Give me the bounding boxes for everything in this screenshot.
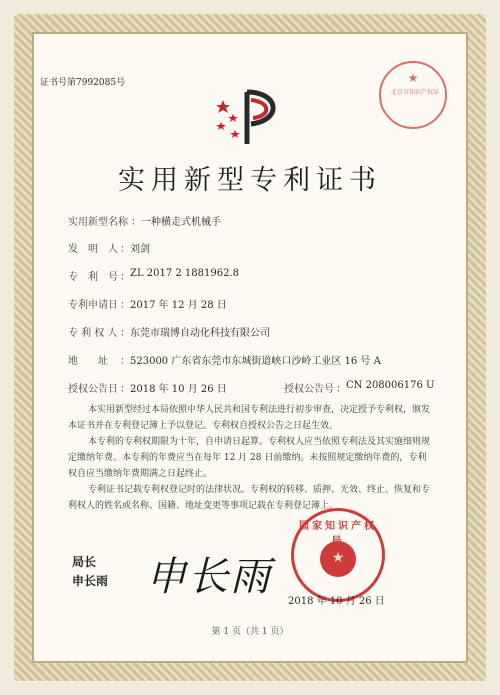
signature-title: 局长 [72, 555, 97, 569]
grant-number-label: 授权公告号 [284, 384, 334, 395]
signature-name: 申长雨 [72, 574, 109, 588]
paragraph-term: 本专利的专利权期限为十年，自申请日起算。专利权人应当依照专利法及其实施细则规定缴纳年费。本专利的年费应当在每年 12 月 28 日前缴纳。未按照规定缴纳年费的，专利权自应当缴纳年费期满之日起终止。 [68, 437, 431, 479]
patent-number-value: ZL 2017 2 1881962.8 [130, 268, 240, 279]
grant-date-value: 2018 年 10 月 26 日 [130, 384, 227, 395]
seal-date: 2018 年 10 月 26 日 [288, 596, 385, 607]
name-label: 实用新型名称 [68, 217, 128, 228]
paragraph-grant: 本实用新型经过本局依照中华人民共和国专利法进行初步审查，决定授予专利权，颁发本证书并在专利登记簿上予以登记。专利权自授权公告之日起生效。 [68, 405, 431, 431]
national-emblem-icon: ★ [320, 541, 356, 577]
seal-top-right [379, 61, 447, 129]
star-icon: ★ [407, 71, 419, 85]
seal-top-text: 北京市知识产权局 [391, 89, 440, 96]
address-label: 地 址 [68, 356, 108, 367]
patent-holder-value: 东莞市瑞博自动化科技有限公司 [130, 328, 270, 339]
page-footer: 第 1 页（共 1 页） [211, 627, 289, 637]
inventor-value: 刘剑 [130, 244, 150, 255]
patent-office-logo [213, 86, 293, 150]
seal-bottom [291, 508, 385, 602]
grant-date-label: 授权公告日 [68, 384, 118, 395]
address-value: 523000 广东省东莞市东城街道峡口沙岭工业区 16 号 A [130, 356, 381, 367]
patent-holder-label: 专 利 权 人 [68, 328, 118, 339]
handwritten-signature: 申长雨 [146, 554, 272, 600]
name-value: 一种横走式机械手 [141, 217, 221, 228]
paragraph-status: 专利证书记载专利权登记时的法律状况。专利权的转移、质押、无效、终止、恢复和专利权人的姓名或名称、国籍、地址变更等事项记载在专利登记簿上。 [68, 485, 431, 511]
patent-number-label: 专 利 号 [68, 272, 118, 283]
inventor-label: 发 明 人 [68, 244, 118, 255]
filing-date-label: 专利申请日 [68, 300, 118, 311]
certificate-number: 证书号第7992085号 [40, 78, 126, 88]
certificate-page: 证书号第7992085号 ★ 北京市知识产权局 实用新型专利证书 实用新型名称 ： 一种横走式机械手 发 明 人 ： 刘剑 专 利 号 ： ZL 2017 2 1881962.8 专利申请日 ： 2017 年 12 月 28 日 专 利 权 人 ： 东莞市瑞博自动化科技有限公司 地 址 ： 523000 广东省东莞市东城街道峡口沙岭工业区 16 号 A 授权公告日 ： 2018 年 10 月 26 日 授权公告号 ： CN 208006176 U 本实用新型经过本局依照中华人民共和国专利法进行初步审查，决定授予专利权，颁发本证书并在专利登记簿上予以登记。专利权自授权公告之日起生效。 本专利的专利权期限为十年，自申请日起算。专利权人应当依照专利法及其实施细则规定缴纳年费。本专利的年费应当在每年 12 月 28 日前缴纳。未按照规定缴纳年费的，专利权自应当缴纳年费期满之日起终止。 专利证书记载专利权登记时的法律状况。专利权的转移、质押、无效、终止、恢复和专利权人的姓名或名称、国籍、地址变更等事项记载在专利登记簿上。 局长 申长雨 申长雨 国家知识产权 ★ 2018 年 10 月 26 日 第 1 页（共 1 页） [0, 0, 500, 695]
filing-date-value: 2017 年 12 月 28 日 [130, 300, 227, 311]
seal-bottom-text: 国家知识产权 [299, 521, 377, 532]
certificate-title: 实用新型专利证书 [118, 165, 382, 196]
grant-number-value: CN 208006176 U [346, 380, 435, 391]
